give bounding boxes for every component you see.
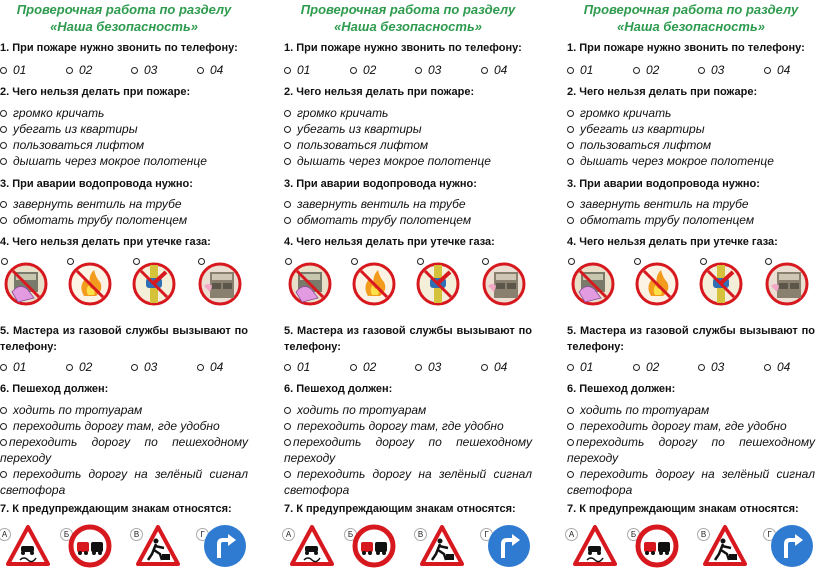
- radio-circle[interactable]: [0, 142, 7, 149]
- q3-option[interactable]: [567, 212, 754, 228]
- radio-circle[interactable]: [415, 364, 422, 371]
- radio-circle[interactable]: [284, 471, 291, 478]
- gas-stove-hand-icon[interactable]: [288, 262, 332, 306]
- radio-circle[interactable]: [284, 364, 291, 371]
- question-1: 1. При пожаре нужно звонить по телефону:: [567, 42, 805, 54]
- question-2: 2. Чего нельзя делать при пожаре:: [567, 86, 758, 98]
- road-works-sign-icon[interactable]: [420, 524, 464, 568]
- q2-option-label: громко кричать: [580, 106, 672, 120]
- quiz-copy-2: [284, 0, 532, 569]
- radio-circle[interactable]: [0, 364, 7, 371]
- q1-option-label: 03: [428, 63, 442, 77]
- q3-option-label: обмотать трубу полотенцем: [297, 213, 472, 227]
- quiz-copy-1: [0, 0, 248, 569]
- radio-circle[interactable]: [633, 364, 640, 371]
- q5-option-label: 04: [777, 360, 791, 374]
- q1-option-label: 02: [79, 63, 93, 77]
- q2-option[interactable]: [0, 153, 207, 169]
- q6-option[interactable]: [567, 418, 787, 434]
- radio-circle[interactable]: [633, 67, 640, 74]
- sign-letter: Г: [196, 528, 209, 541]
- radio-circle[interactable]: [66, 364, 73, 371]
- sign-letter: А: [565, 528, 578, 541]
- no-overtaking-sign-icon[interactable]: [68, 524, 112, 568]
- quiz-title-line2: «Наша безопасность»: [50, 19, 198, 34]
- gas-stove-icon[interactable]: [198, 262, 242, 306]
- sign-letter: Г: [480, 528, 493, 541]
- q2-option-label: дышать через мокрое полотенце: [13, 154, 207, 168]
- question-3: 3. При аварии водопровода нужно:: [284, 178, 477, 190]
- q5-option[interactable]: [284, 359, 310, 375]
- q6-option[interactable]: [284, 466, 532, 498]
- q2-option-label: убегать из квартиры: [13, 122, 138, 136]
- question-5: 5. Мастера из газовой службы вызывают по телефону:: [0, 325, 248, 353]
- radio-circle[interactable]: [567, 364, 574, 371]
- gas-pipe-valve-icon[interactable]: [699, 262, 743, 306]
- q6-option-label: переходить дорогу по пешеходному переходу: [567, 435, 815, 465]
- radio-circle[interactable]: [284, 142, 291, 149]
- sign-letter: Б: [344, 528, 357, 541]
- q1-option[interactable]: [633, 62, 659, 78]
- radio-circle[interactable]: [131, 364, 138, 371]
- radio-circle[interactable]: [0, 217, 7, 224]
- q5-option-label: 03: [711, 360, 725, 374]
- q1-option-label: 02: [646, 63, 660, 77]
- radio-circle[interactable]: [0, 158, 7, 165]
- q6-option-label: переходить дорогу на зелёный сигнал светофора: [0, 467, 248, 497]
- q3-option[interactable]: [567, 196, 749, 212]
- radio-circle[interactable]: [567, 423, 574, 430]
- q3-option[interactable]: [0, 196, 182, 212]
- q6-option-label: переходить дорогу по пешеходному переходу: [284, 435, 532, 465]
- radio-circle[interactable]: [197, 364, 204, 371]
- q3-option-label: завернуть вентиль на трубе: [580, 197, 749, 211]
- q1-option-label: 04: [494, 63, 508, 77]
- q2-option[interactable]: [284, 121, 422, 137]
- q1-option[interactable]: [197, 62, 223, 78]
- radio-circle[interactable]: [567, 471, 574, 478]
- radio-circle[interactable]: [284, 201, 291, 208]
- q3-option[interactable]: [0, 212, 187, 228]
- question-7: 7. К предупреждающим знакам относятся:: [284, 503, 516, 515]
- q5-option-label: 01: [580, 360, 594, 374]
- q1-option[interactable]: [567, 62, 593, 78]
- q1-option-label: 03: [144, 63, 158, 77]
- q3-option[interactable]: [284, 212, 471, 228]
- q6-option-label: переходить дорогу там, где удобно: [13, 419, 220, 433]
- road-works-sign-icon[interactable]: [136, 524, 180, 568]
- quiz-title-line1: Проверочная работа по разделу: [16, 2, 232, 17]
- q5-option[interactable]: [131, 359, 157, 375]
- quiz-title: [284, 1, 532, 35]
- radio-circle[interactable]: [481, 67, 488, 74]
- q1-option[interactable]: [698, 62, 724, 78]
- q1-option[interactable]: [284, 62, 310, 78]
- q6-option[interactable]: [567, 402, 709, 418]
- no-overtaking-sign-icon[interactable]: [352, 524, 396, 568]
- q2-option-label: дышать через мокрое полотенце: [580, 154, 774, 168]
- slippery-road-sign-icon[interactable]: [573, 524, 617, 568]
- q2-option[interactable]: [567, 105, 671, 121]
- radio-circle[interactable]: [567, 217, 574, 224]
- question-3: 3. При аварии водопровода нужно:: [567, 178, 760, 190]
- q2-option[interactable]: [567, 137, 711, 153]
- radio-circle[interactable]: [567, 158, 574, 165]
- q2-option-label: дышать через мокрое полотенце: [297, 154, 491, 168]
- quiz-title-line1: Проверочная работа по разделу: [583, 2, 799, 17]
- question-4: 4. Чего нельзя делать при утечке газа:: [567, 236, 778, 248]
- q5-option[interactable]: [350, 359, 376, 375]
- radio-circle[interactable]: [764, 364, 771, 371]
- q1-option[interactable]: [350, 62, 376, 78]
- q2-option-label: убегать из квартиры: [580, 122, 705, 136]
- radio-circle[interactable]: [0, 67, 7, 74]
- fire-match-icon[interactable]: [68, 262, 112, 306]
- radio-circle[interactable]: [284, 126, 291, 133]
- radio-circle[interactable]: [698, 67, 705, 74]
- q1-option-label: 01: [297, 63, 311, 77]
- q2-option[interactable]: [284, 137, 428, 153]
- q1-option-label: 01: [13, 63, 27, 77]
- radio-circle[interactable]: [764, 67, 771, 74]
- radio-circle[interactable]: [350, 67, 357, 74]
- q5-option[interactable]: [698, 359, 724, 375]
- radio-circle[interactable]: [284, 439, 291, 446]
- q6-option[interactable]: [284, 434, 532, 466]
- sign-letter: В: [414, 528, 427, 541]
- radio-circle[interactable]: [0, 407, 7, 414]
- q1-option[interactable]: [66, 62, 92, 78]
- gas-stove-hand-icon[interactable]: [4, 262, 48, 306]
- radio-circle[interactable]: [284, 423, 291, 430]
- radio-circle[interactable]: [131, 67, 138, 74]
- radio-circle[interactable]: [197, 67, 204, 74]
- fire-match-icon[interactable]: [352, 262, 396, 306]
- turn-right-sign-icon[interactable]: [770, 524, 814, 568]
- q2-option[interactable]: [0, 121, 138, 137]
- question-6: 6. Пешеход должен:: [567, 383, 676, 395]
- quiz-title-line2: «Наша безопасность»: [617, 19, 765, 34]
- question-3: 3. При аварии водопровода нужно:: [0, 178, 193, 190]
- question-7: 7. К предупреждающим знакам относятся:: [0, 503, 232, 515]
- q2-option-label: пользоваться лифтом: [580, 138, 712, 152]
- q5-option-label: 01: [13, 360, 27, 374]
- radio-circle[interactable]: [66, 67, 73, 74]
- gas-stove-icon[interactable]: [765, 262, 809, 306]
- quiz-title: [0, 1, 248, 35]
- q2-option-label: пользоваться лифтом: [297, 138, 429, 152]
- turn-right-sign-icon[interactable]: [487, 524, 531, 568]
- quiz-title-line1: Проверочная работа по разделу: [300, 2, 516, 17]
- q5-option[interactable]: [764, 359, 790, 375]
- radio-circle[interactable]: [0, 471, 7, 478]
- q5-option[interactable]: [66, 359, 92, 375]
- radio-circle[interactable]: [567, 142, 574, 149]
- gas-pipe-valve-icon[interactable]: [416, 262, 460, 306]
- q6-option-label: переходить дорогу там, где удобно: [297, 419, 504, 433]
- q6-option[interactable]: [0, 434, 248, 466]
- slippery-road-sign-icon[interactable]: [6, 524, 50, 568]
- q3-option-label: завернуть вентиль на трубе: [297, 197, 466, 211]
- question-1: 1. При пожаре нужно звонить по телефону:: [284, 42, 522, 54]
- q5-option-label: 04: [494, 360, 508, 374]
- question-1: 1. При пожаре нужно звонить по телефону:: [0, 42, 238, 54]
- gas-pipe-valve-icon[interactable]: [132, 262, 176, 306]
- radio-circle[interactable]: [698, 364, 705, 371]
- q2-option-label: убегать из квартиры: [297, 122, 422, 136]
- q6-option-label: переходить дорогу там, где удобно: [580, 419, 787, 433]
- fire-match-icon[interactable]: [635, 262, 679, 306]
- radio-circle[interactable]: [0, 439, 7, 446]
- q6-option[interactable]: [0, 402, 142, 418]
- sign-letter: В: [697, 528, 710, 541]
- q6-option-label: переходить дорогу по пешеходному переходу: [0, 435, 248, 465]
- q5-option-label: 03: [428, 360, 442, 374]
- q6-option[interactable]: [567, 466, 815, 498]
- q2-option-label: громко кричать: [297, 106, 389, 120]
- q1-option[interactable]: [131, 62, 157, 78]
- q5-option-label: 04: [210, 360, 224, 374]
- q1-option[interactable]: [481, 62, 507, 78]
- q6-option-label: ходить по тротуарам: [580, 403, 710, 417]
- q6-option[interactable]: [0, 466, 248, 498]
- q2-option[interactable]: [567, 153, 774, 169]
- radio-circle[interactable]: [0, 126, 7, 133]
- sign-letter: А: [282, 528, 295, 541]
- gas-stove-icon[interactable]: [482, 262, 526, 306]
- q2-option[interactable]: [0, 137, 144, 153]
- q3-option-label: обмотать трубу полотенцем: [580, 213, 755, 227]
- question-2: 2. Чего нельзя делать при пожаре:: [284, 86, 475, 98]
- slippery-road-sign-icon[interactable]: [290, 524, 334, 568]
- q1-option-label: 02: [363, 63, 377, 77]
- radio-circle[interactable]: [567, 439, 574, 446]
- radio-circle[interactable]: [567, 126, 574, 133]
- radio-circle[interactable]: [0, 201, 7, 208]
- radio-circle[interactable]: [284, 217, 291, 224]
- radio-circle[interactable]: [567, 110, 574, 117]
- q2-option[interactable]: [567, 121, 705, 137]
- question-4: 4. Чего нельзя делать при утечке газа:: [0, 236, 211, 248]
- question-6: 6. Пешеход должен:: [284, 383, 393, 395]
- radio-circle[interactable]: [415, 67, 422, 74]
- q5-option-label: 03: [144, 360, 158, 374]
- q5-option-label: 02: [363, 360, 377, 374]
- q5-option[interactable]: [197, 359, 223, 375]
- q3-option[interactable]: [284, 196, 466, 212]
- q5-option-label: 02: [79, 360, 93, 374]
- question-2: 2. Чего нельзя делать при пожаре:: [0, 86, 191, 98]
- q5-option[interactable]: [415, 359, 441, 375]
- q6-option[interactable]: [284, 402, 426, 418]
- q1-option[interactable]: [415, 62, 441, 78]
- q1-option-label: 04: [210, 63, 224, 77]
- sign-letter: В: [130, 528, 143, 541]
- sign-letter: А: [0, 528, 11, 541]
- q6-option[interactable]: [284, 418, 504, 434]
- gas-stove-hand-icon[interactable]: [571, 262, 615, 306]
- radio-circle[interactable]: [481, 364, 488, 371]
- q2-option[interactable]: [0, 105, 104, 121]
- q1-option-label: 01: [580, 63, 594, 77]
- radio-circle[interactable]: [0, 110, 7, 117]
- quiz-title-line2: «Наша безопасность»: [334, 19, 482, 34]
- radio-circle[interactable]: [0, 423, 7, 430]
- question-6: 6. Пешеход должен:: [0, 383, 109, 395]
- question-4: 4. Чего нельзя делать при утечке газа:: [284, 236, 495, 248]
- sign-letter: Б: [627, 528, 640, 541]
- radio-circle[interactable]: [284, 67, 291, 74]
- q2-option-label: пользоваться лифтом: [13, 138, 145, 152]
- sign-letter: Г: [763, 528, 776, 541]
- q5-option[interactable]: [633, 359, 659, 375]
- radio-circle[interactable]: [567, 407, 574, 414]
- q6-option-label: ходить по тротуарам: [297, 403, 427, 417]
- q3-option-label: обмотать трубу полотенцем: [13, 213, 188, 227]
- q6-option-label: ходить по тротуарам: [13, 403, 143, 417]
- q5-option-label: 02: [646, 360, 660, 374]
- road-works-sign-icon[interactable]: [703, 524, 747, 568]
- sign-letter: Б: [60, 528, 73, 541]
- q5-option-label: 01: [297, 360, 311, 374]
- q5-option[interactable]: [0, 359, 26, 375]
- radio-circle[interactable]: [284, 407, 291, 414]
- q2-option-label: громко кричать: [13, 106, 105, 120]
- q5-option[interactable]: [567, 359, 593, 375]
- radio-circle[interactable]: [284, 110, 291, 117]
- radio-circle[interactable]: [567, 67, 574, 74]
- quiz-copy-3: [567, 0, 815, 569]
- no-overtaking-sign-icon[interactable]: [635, 524, 679, 568]
- q1-option-label: 04: [777, 63, 791, 77]
- q6-option[interactable]: [0, 418, 220, 434]
- radio-circle[interactable]: [350, 364, 357, 371]
- q3-option-label: завернуть вентиль на трубе: [13, 197, 182, 211]
- q1-option[interactable]: [0, 62, 26, 78]
- q6-option-label: переходить дорогу на зелёный сигнал светофора: [284, 467, 532, 497]
- question-5: 5. Мастера из газовой службы вызывают по телефону:: [284, 325, 532, 353]
- radio-circle[interactable]: [567, 201, 574, 208]
- q1-option[interactable]: [764, 62, 790, 78]
- q1-option-label: 03: [711, 63, 725, 77]
- q6-option-label: переходить дорогу на зелёный сигнал светофора: [567, 467, 815, 497]
- q2-option[interactable]: [284, 153, 491, 169]
- quiz-title: [567, 1, 815, 35]
- q2-option[interactable]: [284, 105, 388, 121]
- q6-option[interactable]: [567, 434, 815, 466]
- turn-right-sign-icon[interactable]: [203, 524, 247, 568]
- q5-option[interactable]: [481, 359, 507, 375]
- radio-circle[interactable]: [284, 158, 291, 165]
- question-5: 5. Мастера из газовой службы вызывают по телефону:: [567, 325, 815, 353]
- question-7: 7. К предупреждающим знакам относятся:: [567, 503, 799, 515]
